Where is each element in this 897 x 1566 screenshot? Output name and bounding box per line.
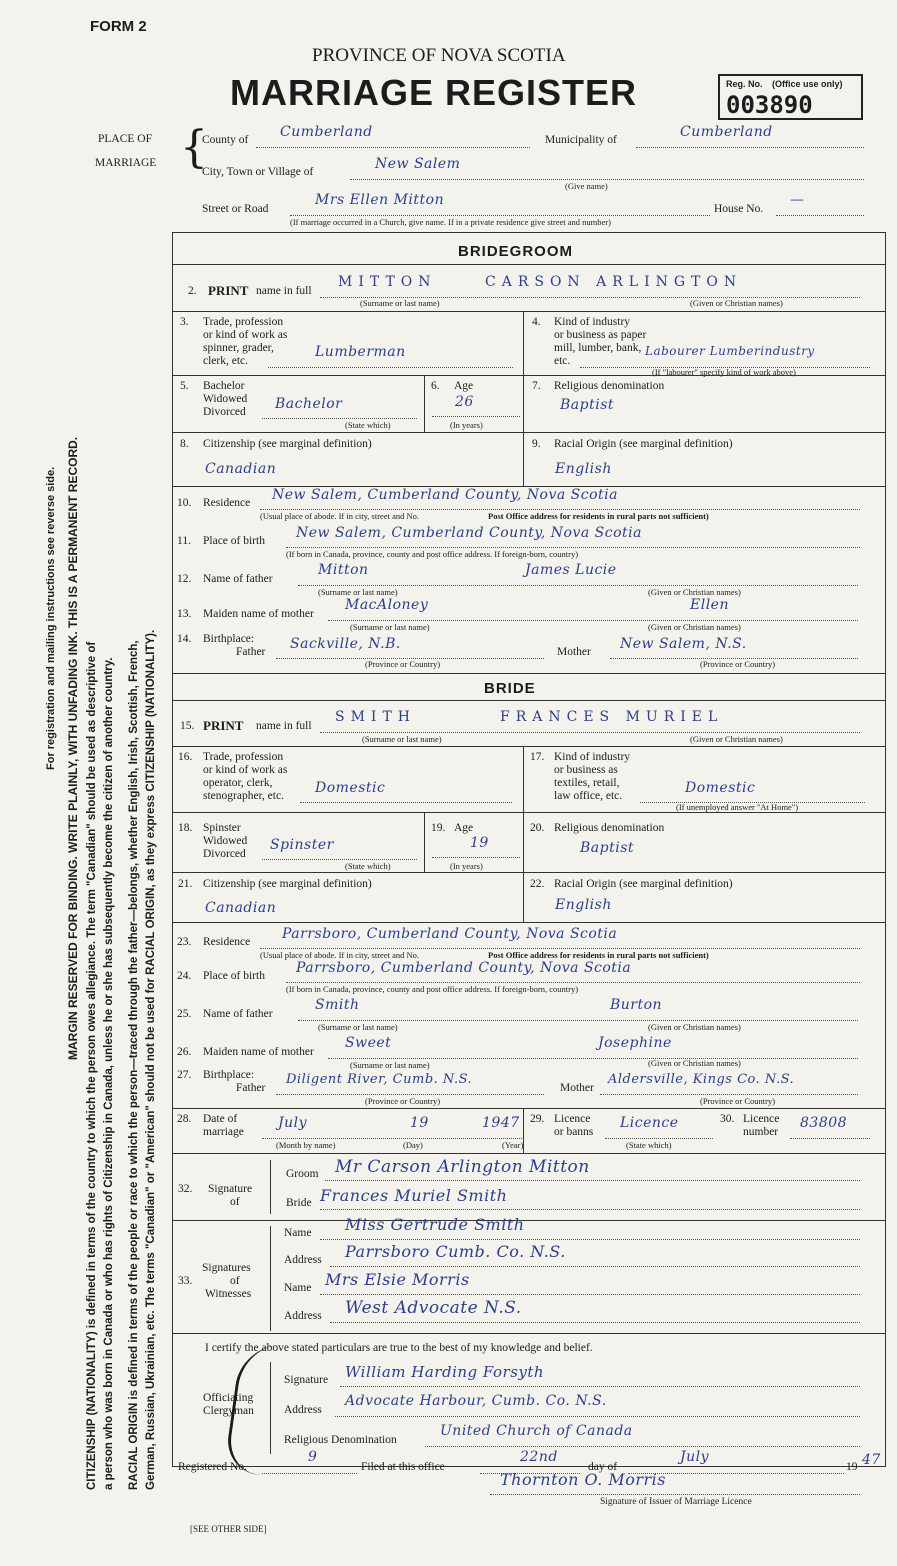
marriage-day: 19 bbox=[410, 1115, 429, 1131]
see-other-side: [SEE OTHER SIDE] bbox=[190, 1524, 267, 1534]
groom-mother-given-note: (Given or Christian names) bbox=[648, 622, 741, 632]
bride-citizenship-no: 21. bbox=[178, 878, 193, 890]
bride-trade-l1: Trade, profession bbox=[203, 751, 284, 763]
groom-status-note: (State which) bbox=[345, 420, 391, 430]
groom-racial-value: English bbox=[555, 461, 612, 477]
groom-residence-note1: (Usual place of abode. If in city, street and No. bbox=[260, 511, 420, 521]
filed-year: 47 bbox=[862, 1452, 881, 1468]
groom-name-print: PRINT bbox=[208, 283, 249, 298]
groom-father-surname-note: (Surname or last name) bbox=[318, 587, 398, 597]
clergy-signature: William Harding Forsyth bbox=[345, 1363, 545, 1381]
bride-name-no: 15. bbox=[180, 720, 195, 732]
bride-age-note: (In years) bbox=[450, 861, 483, 871]
bride-religion-no: 20. bbox=[530, 822, 545, 834]
groom-status-value: Bachelor bbox=[275, 396, 343, 412]
clergy-denom: United Church of Canada bbox=[440, 1423, 633, 1439]
house-label: House No. bbox=[714, 203, 764, 215]
wit-l2: of bbox=[230, 1275, 240, 1287]
groom-age-note: (In years) bbox=[450, 420, 483, 430]
bride-bp-mother-label: Mother bbox=[560, 1082, 594, 1094]
bride-name-print: PRINT bbox=[203, 718, 244, 733]
bride-industry-l2: or business as bbox=[554, 764, 618, 776]
street-value: Mrs Ellen Mitton bbox=[315, 192, 445, 208]
bride-citizenship-label: Citizenship (see marginal definition) bbox=[203, 878, 372, 890]
bride-racial-label: Racial Origin (see marginal definition) bbox=[554, 878, 733, 890]
street-label: Street or Road bbox=[202, 203, 269, 215]
month-note: (Month by name) bbox=[276, 1140, 336, 1150]
date-l1: Date of bbox=[203, 1113, 238, 1125]
province-heading: PROVINCE OF NOVA SCOTIA bbox=[312, 45, 566, 66]
groom-citizenship-no: 8. bbox=[180, 438, 189, 450]
bride-given: FRANCES MURIEL bbox=[500, 709, 724, 725]
bride-bp-label2: Father bbox=[236, 1082, 266, 1094]
bride-residence-no: 23. bbox=[177, 936, 192, 948]
groom-mother-given: Ellen bbox=[690, 597, 729, 613]
groom-racial-no: 9. bbox=[532, 438, 541, 450]
bride-status-no: 18. bbox=[178, 822, 193, 834]
bride-trade-value: Domestic bbox=[315, 780, 386, 796]
city-value: New Salem bbox=[375, 156, 461, 172]
margin-note-racial: RACIAL ORIGIN is defined in terms of the people or race to which the person—traced through the father—belongs, whether English, Irish, Scottish, French, bbox=[128, 640, 140, 1490]
bride-mother-given-note: (Given or Christian names) bbox=[648, 1058, 741, 1068]
bride-father-no: 25. bbox=[177, 1008, 192, 1020]
bride-trade-no: 16. bbox=[178, 751, 193, 763]
issuer-signature: Thornton O. Morris bbox=[500, 1470, 667, 1489]
wit-no: 33. bbox=[178, 1275, 193, 1287]
w2-name: Mrs Elsie Morris bbox=[325, 1270, 470, 1289]
bride-surname-note: (Surname or last name) bbox=[362, 734, 442, 744]
reg-no-value: 003890 bbox=[726, 91, 813, 119]
licnum-l2: number bbox=[743, 1126, 779, 1138]
bride-father-label: Name of father bbox=[203, 1008, 273, 1020]
bride-mother-no: 26. bbox=[177, 1046, 192, 1058]
licnum-l1: Licence bbox=[743, 1113, 780, 1125]
bride-given-note: (Given or Christian names) bbox=[690, 734, 783, 744]
bride-residence-note1: (Usual place of abode. If in city, street and No. bbox=[260, 950, 420, 960]
filed-month: July bbox=[680, 1449, 710, 1465]
wit-l1: Signatures bbox=[202, 1262, 251, 1274]
bride-residence-note2: Post Office address for residents in rural parts not sufficient) bbox=[488, 950, 709, 960]
groom-industry-l4: etc. bbox=[554, 355, 571, 367]
clergy-sig-label: Signature bbox=[284, 1374, 329, 1386]
groom-name-no: 2. bbox=[188, 285, 197, 297]
groom-citizenship-value: Canadian bbox=[205, 461, 277, 477]
groom-sig-label: Groom bbox=[286, 1168, 319, 1180]
marriage-month: July bbox=[278, 1115, 308, 1131]
wit-l3: Witnesses bbox=[205, 1288, 252, 1300]
bride-mother-surname: Sweet bbox=[345, 1035, 392, 1051]
clergy-address-label: Address bbox=[284, 1404, 322, 1416]
county-label: County of bbox=[202, 134, 249, 146]
groom-age-label: Age bbox=[454, 380, 474, 392]
groom-industry-l2: or business as paper bbox=[554, 329, 647, 341]
county-value: Cumberland bbox=[280, 124, 373, 140]
bride-bp-father: Diligent River, Cumb. N.S. bbox=[286, 1072, 473, 1087]
groom-father-given: James Lucie bbox=[525, 562, 617, 578]
w1-address-label: Address bbox=[284, 1254, 322, 1266]
street-note: (If marriage occurred in a Church, give name. If in a private residence give street and number) bbox=[290, 217, 611, 227]
groom-father-surname: Mitton bbox=[318, 562, 369, 578]
groom-trade-no: 3. bbox=[180, 316, 189, 328]
bride-trade-l2: or kind of work as bbox=[203, 764, 288, 776]
bride-industry-l4: law office, etc. bbox=[554, 790, 623, 802]
bride-bp-mother-note: (Province or Country) bbox=[700, 1096, 776, 1106]
page-title: MARRIAGE REGISTER bbox=[230, 72, 638, 113]
sig-l1: Signature bbox=[208, 1183, 253, 1195]
date-l2: marriage bbox=[203, 1126, 244, 1138]
groom-surname: MITTON bbox=[338, 274, 437, 290]
groom-birth-label: Place of birth bbox=[203, 535, 265, 547]
groom-name-label: name in full bbox=[256, 285, 312, 297]
licnum-no: 30. bbox=[720, 1113, 735, 1125]
bridegroom-heading: BRIDEGROOM bbox=[458, 243, 573, 260]
groom-bp-father-note: (Province or Country) bbox=[365, 659, 441, 669]
groom-birth-no: 11. bbox=[177, 535, 191, 547]
bride-status-l1: Spinster bbox=[203, 822, 241, 834]
bride-status-note: (State which) bbox=[345, 861, 391, 871]
bride-age-value: 19 bbox=[470, 835, 489, 851]
groom-birth-value: New Salem, Cumberland County, Nova Scotia bbox=[296, 525, 642, 541]
bride-father-surname: Smith bbox=[315, 997, 360, 1013]
groom-status-no: 5. bbox=[180, 380, 189, 392]
clergy-l1: Officiating bbox=[203, 1392, 254, 1404]
groom-trade-l4: clerk, etc. bbox=[203, 355, 249, 367]
groom-religion-label: Religious denomination bbox=[554, 380, 665, 392]
day-note: (Day) bbox=[403, 1140, 423, 1150]
w1-address: Parrsboro Cumb. Co. N.S. bbox=[345, 1242, 566, 1261]
bride-age-label: Age bbox=[454, 822, 474, 834]
sig-l2: of bbox=[230, 1196, 240, 1208]
bride-bp-mother: Aldersville, Kings Co. N.S. bbox=[608, 1072, 795, 1087]
licence-no: 29. bbox=[530, 1113, 545, 1125]
bride-father-given: Burton bbox=[610, 997, 663, 1013]
groom-bp-father: Sackville, N.B. bbox=[290, 636, 401, 652]
groom-father-given-note: (Given or Christian names) bbox=[648, 587, 741, 597]
groom-father-label: Name of father bbox=[203, 573, 273, 585]
groom-given-note: (Given or Christian names) bbox=[690, 298, 783, 308]
margin-note-binding: MARGIN RESERVED FOR BINDING. WRITE PLAINLY, WITH UNFADING INK. THIS IS A PERMANENT RECORD. bbox=[66, 436, 80, 1060]
licence-l2: or banns bbox=[554, 1126, 594, 1138]
clergy-denom-label: Religious Denomination bbox=[284, 1434, 397, 1446]
clergy-l2: Clergyman bbox=[203, 1405, 254, 1417]
w1-name-label: Name bbox=[284, 1227, 312, 1239]
city-label: City, Town or Village of bbox=[202, 166, 314, 178]
licence-l1: Licence bbox=[554, 1113, 591, 1125]
groom-status-l2: Widowed bbox=[203, 393, 248, 405]
groom-age-no: 6. bbox=[431, 380, 440, 392]
bride-birth-value: Parrsboro, Cumberland County, Nova Scotia bbox=[296, 960, 632, 976]
certify-text: I certify the above stated particulars are true to the best of my knowledge and belief. bbox=[205, 1342, 593, 1354]
groom-status-l3: Divorced bbox=[203, 406, 246, 418]
bride-mother-label: Maiden name of mother bbox=[203, 1046, 314, 1058]
groom-bp-label1: Birthplace: bbox=[203, 633, 255, 645]
year-prefix: 19 bbox=[846, 1461, 858, 1473]
margin-note-instructions: For registration and mailing instructions see reverse side. bbox=[45, 466, 57, 770]
groom-religion-value: Baptist bbox=[560, 397, 615, 413]
groom-bp-no: 14. bbox=[177, 633, 192, 645]
groom-trade-l3: spinner, grader, bbox=[203, 342, 274, 354]
groom-industry-no: 4. bbox=[532, 316, 541, 328]
issuer-label: Signature of Issuer of Marriage Licence bbox=[600, 1497, 752, 1507]
groom-birth-note: (If born in Canada, province, county and post office address. If foreign-born, country) bbox=[286, 549, 579, 559]
bride-birth-label: Place of birth bbox=[203, 970, 265, 982]
groom-industry-l1: Kind of industry bbox=[554, 316, 631, 328]
place-label-2: MARRIAGE bbox=[95, 157, 157, 169]
w1-name: Miss Gertrude Smith bbox=[345, 1215, 525, 1234]
bride-name-label: name in full bbox=[256, 720, 312, 732]
bride-father-given-note: (Given or Christian names) bbox=[648, 1022, 741, 1032]
groom-bp-mother-note: (Province or Country) bbox=[700, 659, 776, 669]
form-number: FORM 2 bbox=[90, 18, 147, 35]
house-value: — bbox=[790, 192, 805, 208]
groom-bp-label2: Father bbox=[236, 646, 266, 658]
groom-trade-value: Lumberman bbox=[315, 344, 406, 360]
bride-trade-l4: stenographer, etc. bbox=[203, 790, 284, 802]
groom-residence-value: New Salem, Cumberland County, Nova Scotia bbox=[272, 487, 618, 503]
year-note: (Year) bbox=[502, 1140, 524, 1150]
bride-bp-no: 27. bbox=[177, 1069, 192, 1081]
margin-note-racial-2: German, Russian, Ukrainian, etc. The terms "Canadian" or "American" should not be used for RACIAL ORIGIN, as they express CITIZENSHIP (NATIONALITY). bbox=[145, 629, 157, 1490]
reg-label: Registered No. bbox=[178, 1461, 247, 1473]
groom-industry-note: (If "labourer" specify kind of work above) bbox=[652, 367, 796, 377]
groom-racial-label: Racial Origin (see marginal definition) bbox=[554, 438, 733, 450]
groom-status-l1: Bachelor bbox=[203, 380, 245, 392]
reg-no-label: Reg. No. bbox=[726, 79, 763, 89]
bride-bp-label1: Birthplace: bbox=[203, 1069, 255, 1081]
groom-mother-surname: MacAloney bbox=[345, 597, 429, 613]
groom-given: CARSON ARLINGTON bbox=[485, 274, 743, 290]
groom-bp-mother: New Salem, N.S. bbox=[620, 636, 747, 652]
bride-signature: Frances Muriel Smith bbox=[320, 1186, 508, 1205]
groom-religion-no: 7. bbox=[532, 380, 541, 392]
day-of-label: day of bbox=[588, 1461, 618, 1473]
bride-citizenship-value: Canadian bbox=[205, 900, 277, 916]
sig-no: 32. bbox=[178, 1183, 193, 1195]
place-label-1: PLACE OF bbox=[98, 133, 152, 145]
bride-residence-label: Residence bbox=[203, 936, 251, 948]
bride-mother-given: Josephine bbox=[598, 1035, 672, 1051]
groom-mother-surname-note: (Surname or last name) bbox=[350, 622, 430, 632]
bride-birth-note: (If born in Canada, province, county and post office address. If foreign-born, country) bbox=[286, 984, 579, 994]
bride-religion-value: Baptist bbox=[580, 840, 635, 856]
groom-surname-note: (Surname or last name) bbox=[360, 298, 440, 308]
reg-no: 9 bbox=[308, 1449, 318, 1465]
w2-address: West Advocate N.S. bbox=[345, 1298, 522, 1318]
filed-label: Filed at this office bbox=[361, 1461, 445, 1473]
place-brace: { bbox=[180, 122, 208, 173]
bride-status-value: Spinster bbox=[270, 837, 334, 853]
filed-day: 22nd bbox=[520, 1449, 558, 1465]
bride-status-l2: Widowed bbox=[203, 835, 248, 847]
bride-industry-value: Domestic bbox=[685, 780, 756, 796]
date-no: 28. bbox=[177, 1113, 192, 1125]
bride-status-l3: Divorced bbox=[203, 848, 246, 860]
municipality-value: Cumberland bbox=[680, 124, 773, 140]
reg-no-box bbox=[718, 74, 863, 120]
groom-trade-l1: Trade, profession bbox=[203, 316, 284, 328]
margin-note-citizenship-2: a person who was born in Canada or who has rights of Citizenship in Canada, unless he or she has subsequently become the citizen of another country. bbox=[103, 657, 115, 1490]
bride-birth-no: 24. bbox=[177, 970, 192, 982]
bride-residence-value: Parrsboro, Cumberland County, Nova Scotia bbox=[282, 926, 618, 942]
bride-religion-label: Religious denomination bbox=[554, 822, 665, 834]
bride-surname: SMITH bbox=[335, 709, 417, 725]
bride-age-no: 19. bbox=[431, 822, 446, 834]
marriage-year: 1947 bbox=[482, 1115, 520, 1131]
groom-residence-no: 10. bbox=[177, 497, 192, 509]
groom-mother-label: Maiden name of mother bbox=[203, 608, 314, 620]
groom-bp-mother-label: Mother bbox=[557, 646, 591, 658]
groom-signature: Mr Carson Arlington Mitton bbox=[335, 1157, 590, 1177]
licnum-value: 83808 bbox=[800, 1115, 848, 1131]
bride-industry-l3: textiles, retail, bbox=[554, 777, 620, 789]
groom-mother-no: 13. bbox=[177, 608, 192, 620]
bride-industry-note: (If unemployed answer "At Home") bbox=[676, 802, 799, 812]
municipality-label: Municipality of bbox=[545, 134, 617, 146]
licence-note: (State which) bbox=[626, 1140, 672, 1150]
groom-industry-l3: mill, lumber, bank, bbox=[554, 342, 642, 354]
margin-note-citizenship: CITIZENSHIP (NATIONALITY) is defined in terms of the country to which the person owes allegiance. The term "Canadian" should be used as descriptive of bbox=[86, 641, 98, 1490]
bride-racial-no: 22. bbox=[530, 878, 545, 890]
groom-industry-value: Labourer Lumberindustry bbox=[645, 344, 815, 358]
bride-racial-value: English bbox=[555, 897, 612, 913]
groom-trade-l2: or kind of work as bbox=[203, 329, 288, 341]
bride-father-surname-note: (Surname or last name) bbox=[318, 1022, 398, 1032]
clergy-address: Advocate Harbour, Cumb. Co. N.S. bbox=[345, 1393, 607, 1409]
bride-bp-father-note: (Province or Country) bbox=[365, 1096, 441, 1106]
bride-heading: BRIDE bbox=[484, 680, 536, 697]
w2-address-label: Address bbox=[284, 1310, 322, 1322]
bride-industry-l1: Kind of industry bbox=[554, 751, 631, 763]
groom-father-no: 12. bbox=[177, 573, 192, 585]
bride-sig-label: Bride bbox=[286, 1197, 312, 1209]
groom-residence-label: Residence bbox=[203, 497, 251, 509]
reg-no-note: (Office use only) bbox=[772, 79, 843, 89]
groom-citizenship-label: Citizenship (see marginal definition) bbox=[203, 438, 372, 450]
bride-mother-surname-note: (Surname or last name) bbox=[350, 1060, 430, 1070]
w2-name-label: Name bbox=[284, 1282, 312, 1294]
licence-value: Licence bbox=[620, 1115, 679, 1131]
bride-trade-l3: operator, clerk, bbox=[203, 777, 273, 789]
groom-age-value: 26 bbox=[455, 394, 474, 410]
groom-residence-note2: Post Office address for residents in rural parts not sufficient) bbox=[488, 511, 709, 521]
city-note: (Give name) bbox=[565, 181, 608, 191]
bride-industry-no: 17. bbox=[530, 751, 545, 763]
